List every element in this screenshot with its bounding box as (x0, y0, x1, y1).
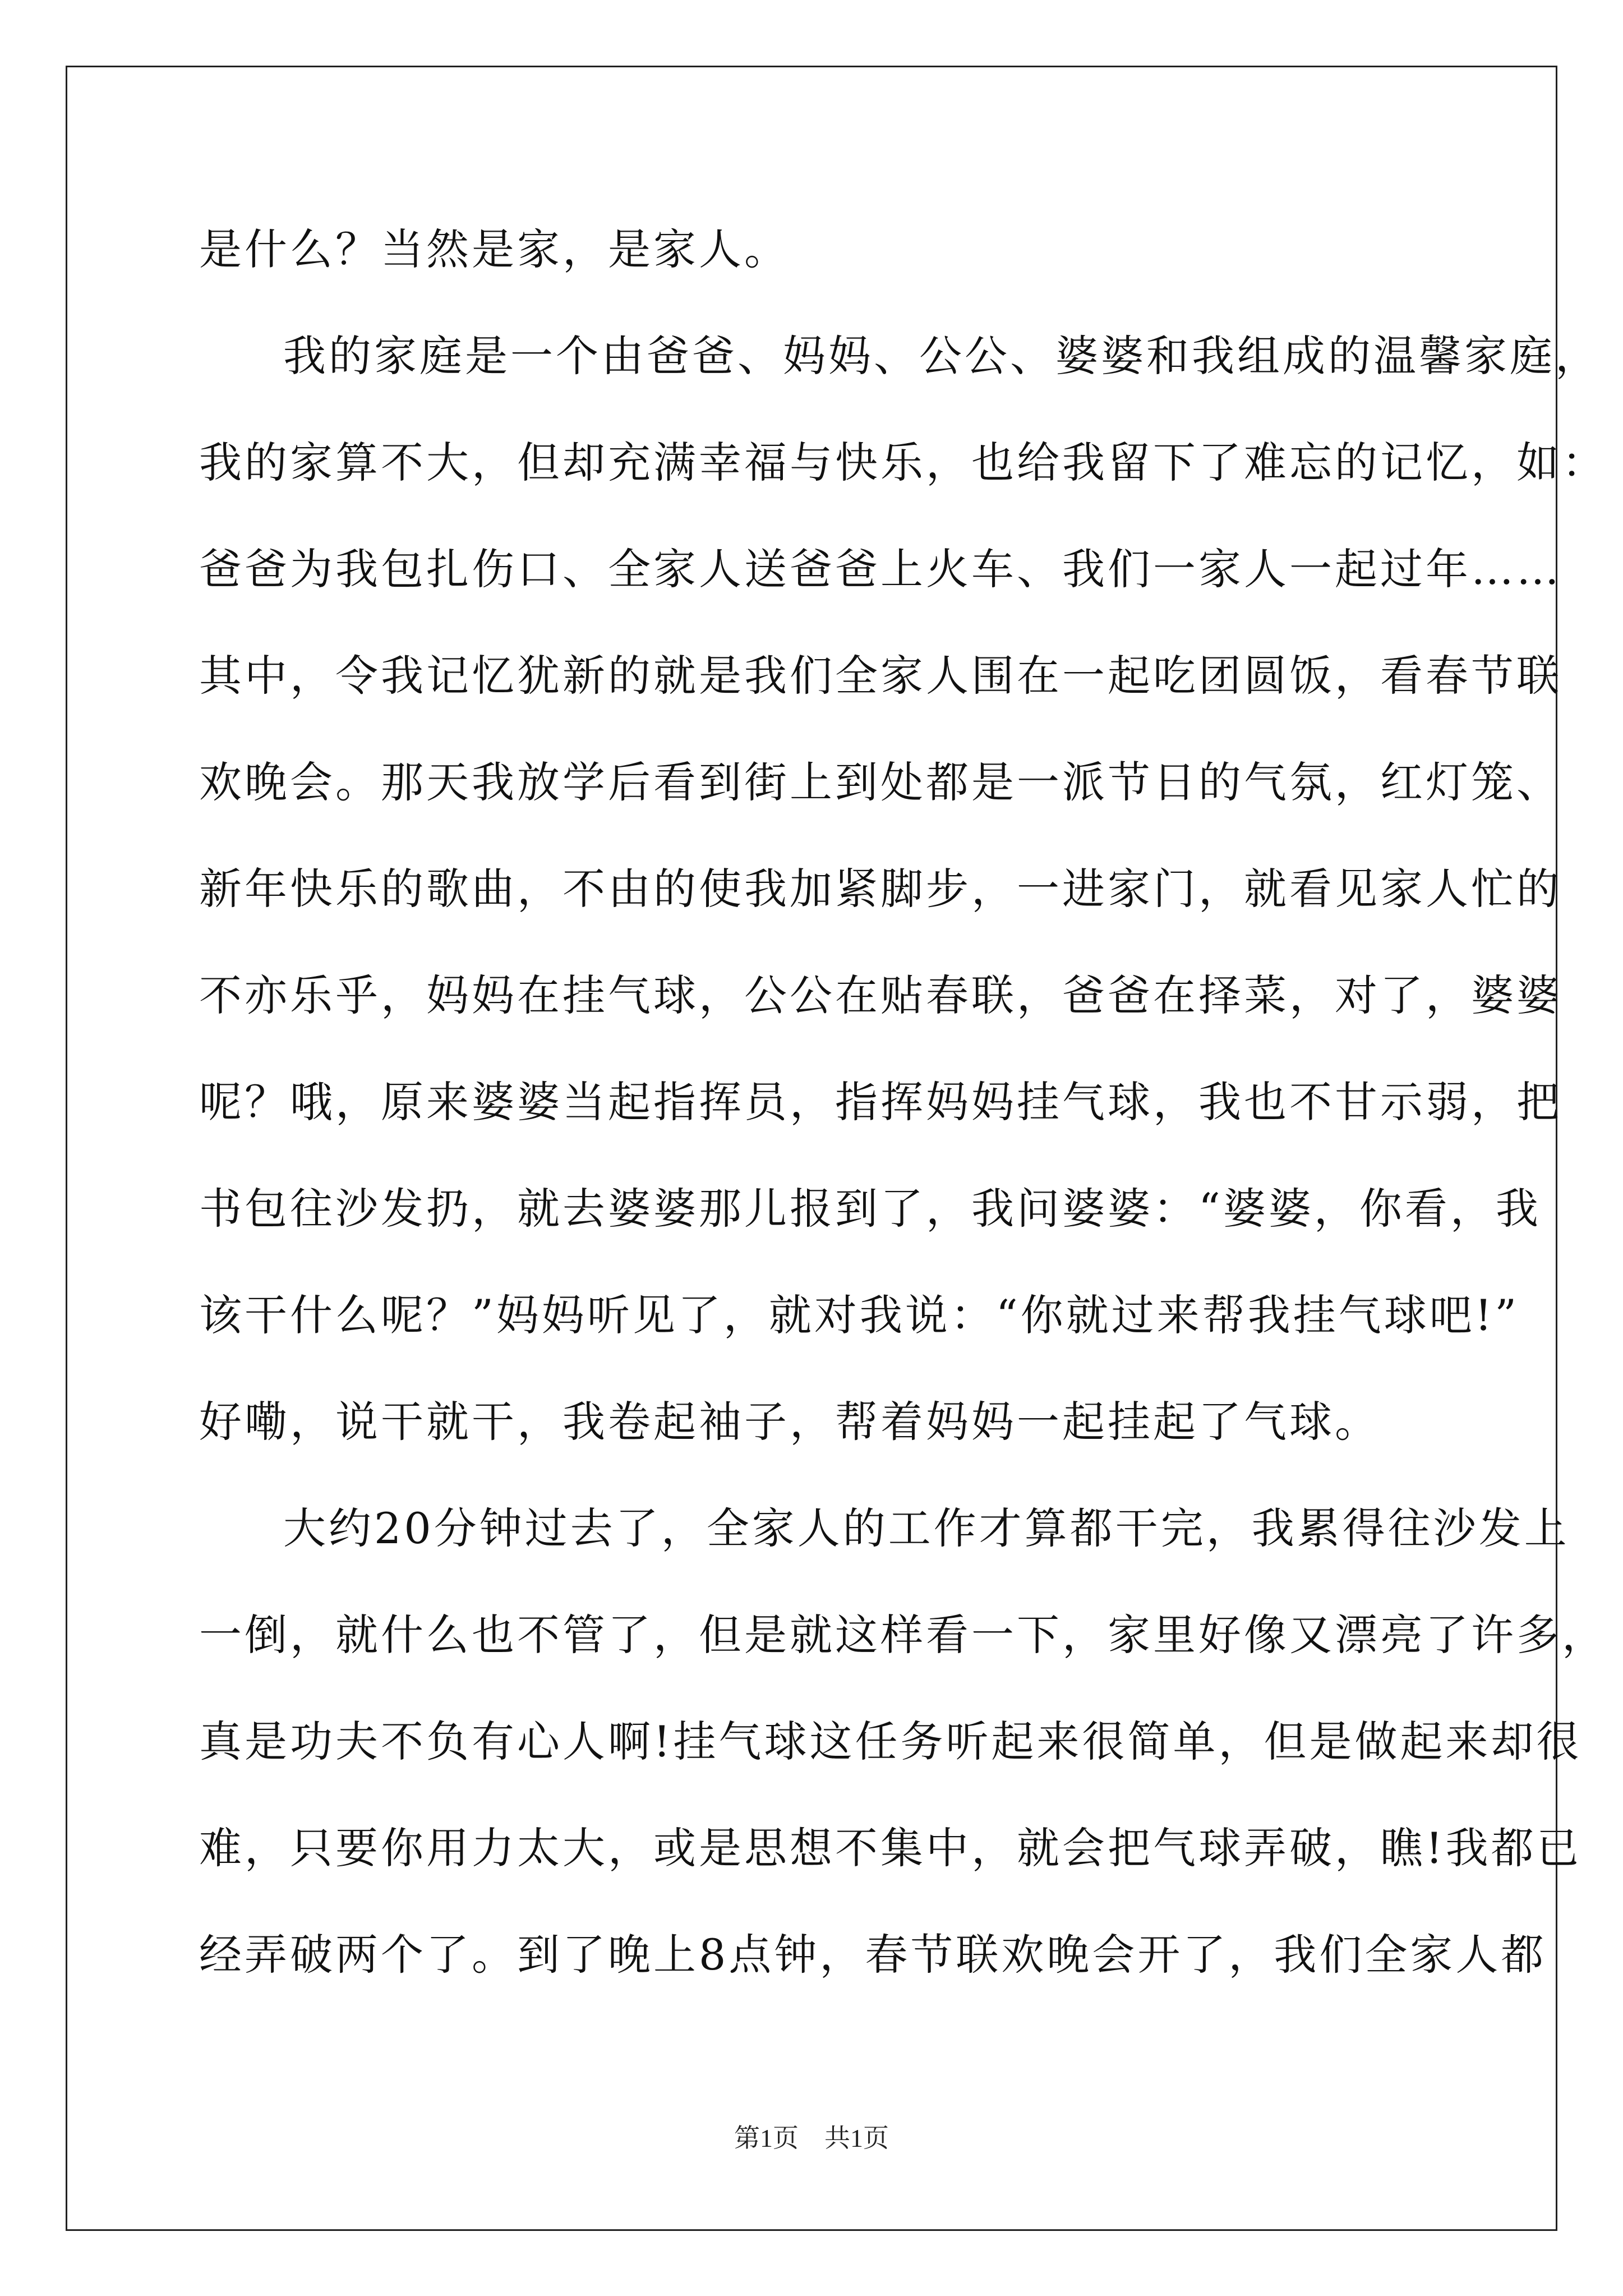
text-line: 好嘞，说干就干，我卷起袖子，帮着妈妈一起挂起了气球。 (199, 1397, 1380, 1447)
text-line: 爸爸为我包扎伤口、全家人送爸爸上火车、我们一家人一起过年…… (199, 544, 1562, 594)
text-line: 新年快乐的歌曲，不由的使我加紧脚步，一进家门，就看见家人忙的 (199, 864, 1562, 914)
text-line: 是什么？当然是家，是家人。 (199, 224, 790, 274)
paragraph-start-line: 我的家庭是一个由爸爸、妈妈、公公、婆婆和我组成的温馨家庭， (283, 331, 1601, 381)
page-footer: 第1页 共1页 (734, 2124, 889, 2152)
text-line: 经弄破两个了。到了晚上8点钟，春节联欢晚会开了，我们全家人都 (199, 1930, 1547, 1980)
text-line: 该干什么呢？”妈妈听见了，就对我说：“你就过来帮我挂气球吧!” (199, 1290, 1520, 1340)
text-line: 欢晚会。那天我放学后看到街上到处都是一派节日的气氛，红灯笼、 (199, 757, 1562, 807)
text-line: 呢？哦，原来婆婆当起指挥员，指挥妈妈挂气球，我也不甘示弱，把 (199, 1077, 1562, 1127)
text-line: 不亦乐乎，妈妈在挂气球，公公在贴春联，爸爸在择菜，对了，婆婆 (199, 970, 1562, 1020)
text-line: 真是功夫不负有心人啊!挂气球这任务听起来很简单，但是做起来却很 (199, 1717, 1582, 1766)
text-line: 其中，令我记忆犹新的就是我们全家人围在一起吃团圆饭，看春节联 (199, 651, 1562, 701)
text-line: 书包往沙发扔，就去婆婆那儿报到了，我问婆婆：“婆婆，你看，我 (199, 1184, 1541, 1234)
text-line: 难，只要你用力太大，或是思想不集中，就会把气球弄破，瞧!我都已 (199, 1823, 1582, 1873)
paragraph-start-line: 大约20分钟过去了，全家人的工作才算都干完，我累得往沙发上 (283, 1503, 1570, 1553)
text-line: 我的家算不大，但却充满幸福与快乐，也给我留下了难忘的记忆，如： (199, 438, 1607, 487)
text-line: 一倒，就什么也不管了，但是就这样看一下，家里好像又漂亮了许多， (199, 1610, 1607, 1660)
